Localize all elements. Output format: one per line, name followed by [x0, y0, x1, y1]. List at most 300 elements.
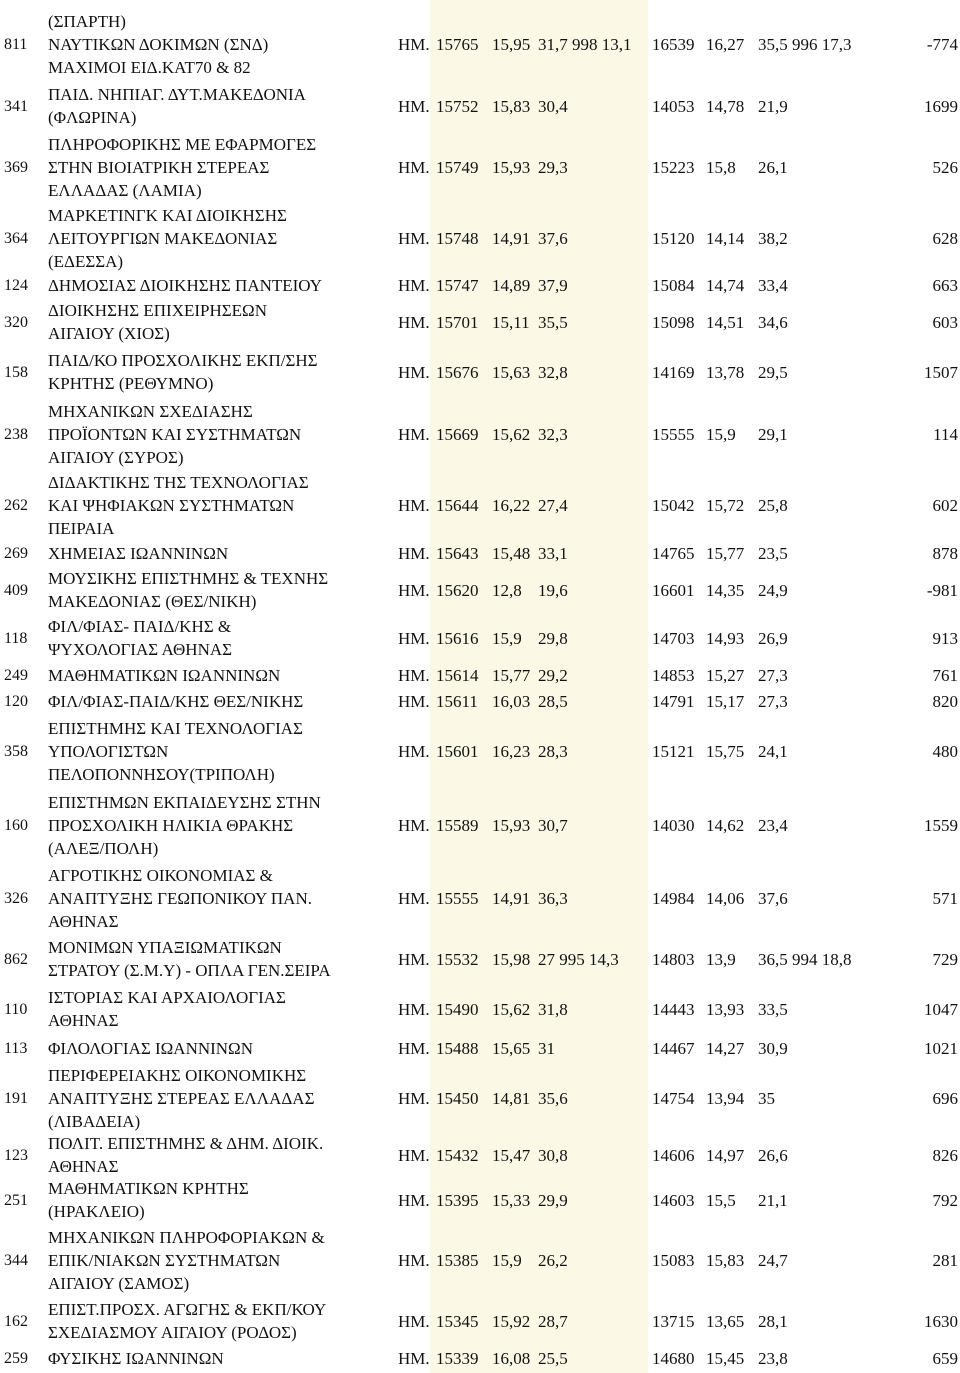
department-name-line: ΠΡΟΪΟΝΤΩΝ ΚΑΙ ΣΥΣΤΗΜΑΤΩΝ: [48, 424, 302, 444]
table-row: [0, 130, 960, 204]
t2-cell: 16,08: [492, 1348, 531, 1368]
base-score-cell: 15748: [436, 228, 479, 248]
t3-cell: 29,3: [538, 157, 568, 177]
t6-cell: 24,1: [758, 741, 788, 761]
t6-cell: 26,1: [758, 157, 788, 177]
difference-cell: 480: [932, 741, 958, 761]
t3-cell: 27,4: [538, 495, 568, 515]
base-score-cell: 15701: [436, 312, 479, 332]
t3-cell: 33,1: [538, 543, 568, 563]
t6-cell: 25,8: [758, 495, 788, 515]
t5-cell: 16,27: [706, 34, 745, 54]
department-code: 320: [4, 313, 28, 331]
difference-cell: 281: [932, 1250, 958, 1270]
t5-cell: 15,17: [706, 691, 745, 711]
prev-score-cell: 14169: [652, 362, 695, 382]
t3-cell: 29,9: [538, 1190, 568, 1210]
prev-score-cell: 14443: [652, 999, 695, 1019]
base-score-cell: 15395: [436, 1190, 479, 1210]
department-name-line: ΑΙΓΑΙΟΥ (ΧΙΟΣ): [48, 324, 170, 343]
department-name: [48, 614, 418, 662]
department-name-line: ΠΑΙΔ. ΝΗΠΙΑΓ. ΔΥΤ.ΜΑΚΕΔΟΝΙΑ: [48, 85, 306, 104]
t6-cell: 24,7: [758, 1250, 788, 1270]
department-code: 113: [4, 1039, 28, 1057]
table-row: [0, 688, 960, 714]
base-score-cell: 15644: [436, 495, 479, 515]
t5-cell: 13,93: [706, 999, 745, 1019]
prev-score-cell: 14467: [652, 1038, 695, 1058]
difference-cell: 663: [932, 275, 958, 295]
department-code: 110: [4, 1000, 28, 1018]
department-code: 259: [4, 1349, 28, 1367]
type-cell: ΗΜ.: [398, 1190, 430, 1210]
department-name: [48, 984, 418, 1034]
department-code: 262: [4, 496, 28, 514]
t5-cell: 15,83: [706, 1250, 745, 1270]
t3-cell: 35,5: [538, 312, 568, 332]
prev-score-cell: 14765: [652, 543, 695, 563]
department-name: [48, 1062, 418, 1134]
t2-cell: 14,91: [492, 228, 531, 248]
t3-cell: 30,4: [538, 96, 568, 116]
t5-cell: 14,78: [706, 96, 745, 116]
type-cell: ΗΜ.: [398, 1088, 430, 1108]
type-cell: ΗΜ.: [398, 580, 430, 600]
base-score-cell: 15601: [436, 741, 479, 761]
t3-cell: 32,3: [538, 424, 568, 444]
t3-cell: 28,3: [538, 741, 568, 761]
t6-cell: 26,9: [758, 628, 788, 648]
t5-cell: 15,75: [706, 741, 745, 761]
table-row: [0, 788, 960, 862]
difference-cell: 628: [932, 228, 958, 248]
t6-cell: 23,4: [758, 815, 788, 835]
t5-cell: 13,65: [706, 1311, 745, 1331]
department-name: [48, 82, 418, 130]
department-name-line: ΠΡΟΣΧΟΛΙΚΗ ΗΛΙΚΙΑ ΘΡΑΚΗΣ: [48, 815, 294, 835]
t3-cell: 19,6: [538, 580, 568, 600]
t5-cell: 13,9: [706, 949, 736, 969]
department-name-line: (ΗΡΑΚΛΕΙΟ): [48, 1202, 145, 1221]
type-cell: ΗΜ.: [398, 949, 430, 969]
department-name: [48, 346, 418, 398]
type-cell: ΗΜ.: [398, 543, 430, 563]
department-name-line: ΑΝΑΠΤΥΞΗΣ ΣΤΕΡΕΑΣ ΕΛΛΑΔΑΣ: [48, 1088, 315, 1108]
table-row: [0, 82, 960, 130]
department-code: 358: [4, 742, 28, 760]
base-score-cell: 15643: [436, 543, 479, 563]
difference-cell: 913: [932, 628, 958, 648]
type-cell: ΗΜ.: [398, 741, 430, 761]
t3-cell: 26,2: [538, 1250, 568, 1270]
t3-cell: 31: [538, 1038, 555, 1058]
department-name-line: (ΑΛΕΞ/ΠΟΛΗ): [48, 838, 159, 858]
prev-score-cell: 14791: [652, 691, 695, 711]
department-code: 341: [4, 97, 28, 115]
difference-cell: 1507: [924, 362, 958, 382]
t3-cell: 25,5: [538, 1348, 568, 1368]
type-cell: ΗΜ.: [398, 1348, 430, 1368]
t6-cell: 35: [758, 1088, 775, 1108]
t6-cell: 34,6: [758, 312, 788, 332]
difference-cell: 826: [932, 1145, 958, 1165]
type-cell: ΗΜ.: [398, 228, 430, 248]
t2-cell: 15,47: [492, 1145, 531, 1165]
t2-cell: 15,93: [492, 157, 531, 177]
t5-cell: 14,06: [706, 888, 745, 908]
t2-cell: 16,03: [492, 691, 531, 711]
t2-cell: 15,93: [492, 815, 531, 835]
department-code: 269: [4, 544, 28, 562]
t6-cell: 38,2: [758, 228, 788, 248]
t5-cell: 14,14: [706, 228, 745, 248]
t3-cell: 28,5: [538, 691, 568, 711]
department-code: 123: [4, 1146, 28, 1164]
t6-cell: 28,1: [758, 1311, 788, 1331]
base-score-cell: 15555: [436, 888, 479, 908]
prev-score-cell: 13715: [652, 1311, 695, 1331]
department-name-line: ΦΙΛΟΛΟΓΙΑΣ ΙΩΑΝΝΙΝΩΝ: [48, 1038, 253, 1058]
department-name-line: ΕΠΙΚ/ΝΙΑΚΩΝ ΣΥΣΤΗΜΑΤΩΝ: [48, 1250, 281, 1270]
department-code: 124: [4, 276, 28, 294]
department-name-line: ΜΗΧΑΝΙΚΩΝ ΠΛΗΡΟΦΟΡΙΑΚΩΝ &: [48, 1227, 325, 1247]
t5-cell: 14,62: [706, 815, 745, 835]
department-name-line: ΝΑΥΤΙΚΩΝ ΔΟΚΙΜΩΝ (ΣΝΔ): [48, 34, 269, 54]
base-score-cell: 15490: [436, 999, 479, 1019]
t6-cell: 24,9: [758, 580, 788, 600]
department-name-line: ΔΙΟΙΚΗΣΗΣ ΕΠΙΧΕΙΡΗΣΕΩΝ: [48, 301, 267, 320]
type-cell: ΗΜ.: [398, 96, 430, 116]
prev-score-cell: 15083: [652, 1250, 695, 1270]
table-row: [0, 1346, 960, 1370]
t2-cell: 16,23: [492, 741, 531, 761]
table-row: [0, 1224, 960, 1296]
difference-cell: 761: [932, 665, 958, 685]
t2-cell: 15,63: [492, 362, 531, 382]
department-name-line: ΜΟΝΙΜΩΝ ΥΠΑΞΙΩΜΑΤΙΚΩΝ: [48, 938, 282, 957]
department-name-line: ΚΡΗΤΗΣ (ΡΕΘΥΜΝΟ): [48, 374, 214, 393]
t5-cell: 14,51: [706, 312, 745, 332]
department-name-line: ΕΠΙΣΤΗΜΩΝ ΕΚΠΑΙΔΕΥΣΗΣ ΣΤΗΝ: [48, 792, 321, 812]
table-row: [0, 298, 960, 346]
department-code: 162: [4, 1312, 28, 1330]
t6-cell: 33,5: [758, 999, 788, 1019]
department-name: [48, 688, 418, 714]
t2-cell: 12,8: [492, 580, 522, 600]
table-row: [0, 862, 960, 934]
t6-cell: 29,5: [758, 362, 788, 382]
department-name-line: ΣΤΡΑΤΟΥ (Σ.Μ.Υ) - ΟΠΛΑ ΓΕΝ.ΣΕΙΡΑ: [48, 961, 331, 980]
prev-score-cell: 14680: [652, 1348, 695, 1368]
department-name-line: ΜΟΥΣΙΚΗΣ ΕΠΙΣΤΗΜΗΣ & ΤΕΧΝΗΣ: [48, 569, 329, 588]
department-name: [48, 1296, 418, 1346]
type-cell: ΗΜ.: [398, 815, 430, 835]
department-code: 191: [4, 1089, 28, 1107]
t2-cell: 16,22: [492, 495, 531, 515]
t5-cell: 14,35: [706, 580, 745, 600]
t3-cell: 28,7: [538, 1311, 568, 1331]
base-score-cell: 15488: [436, 1038, 479, 1058]
department-code: 160: [4, 816, 28, 834]
department-name-line: ΠΛΗΡΟΦΟΡΙΚΗΣ ΜΕ ΕΦΑΡΜΟΓΕΣ: [48, 134, 317, 154]
type-cell: ΗΜ.: [398, 628, 430, 648]
t3-cell: 27 995 14,3: [538, 949, 619, 969]
t6-cell: 29,1: [758, 424, 788, 444]
department-name: [48, 714, 418, 788]
department-name: [48, 540, 418, 566]
department-code: 251: [4, 1191, 28, 1209]
t5-cell: 13,78: [706, 362, 745, 382]
t5-cell: 15,27: [706, 665, 745, 685]
department-name-line: ΔΗΜΟΣΙΑΣ ΔΙΟΙΚΗΣΗΣ ΠΑΝΤΕΙΟΥ: [48, 275, 323, 295]
table-row: [0, 934, 960, 984]
t3-cell: 35,6: [538, 1088, 568, 1108]
department-name-line: ΔΙΔΑΚΤΙΚΗΣ ΤΗΣ ΤΕΧΝΟΛΟΓΙΑΣ: [48, 472, 309, 492]
table-row: [0, 614, 960, 662]
difference-cell: -981: [926, 580, 958, 600]
department-name-line: ΜΑΘΗΜΑΤΙΚΩΝ ΙΩΑΝΝΙΝΩΝ: [48, 665, 281, 685]
t6-cell: 21,9: [758, 96, 788, 116]
department-name-line: ΦΥΣΙΚΗΣ ΙΩΑΝΝΙΝΩΝ: [48, 1348, 224, 1368]
base-score-cell: 15611: [436, 691, 478, 711]
t2-cell: 15,62: [492, 424, 531, 444]
t2-cell: 14,91: [492, 888, 531, 908]
department-name: [48, 398, 418, 470]
t5-cell: 15,77: [706, 543, 745, 563]
department-name: [48, 1224, 418, 1296]
department-name: [48, 862, 418, 934]
prev-score-cell: 14754: [652, 1088, 695, 1108]
department-name-line: ΑΙΓΑΙΟΥ (ΣΑΜΟΣ): [48, 1273, 190, 1293]
base-score-cell: 15450: [436, 1088, 479, 1108]
prev-score-cell: 15555: [652, 424, 695, 444]
department-name-line: (ΣΠΑΡΤΗ): [48, 11, 126, 31]
t5-cell: 15,5: [706, 1190, 736, 1210]
department-name-line: ΨΥΧΟΛΟΓΙΑΣ ΑΘΗΝΑΣ: [48, 640, 233, 659]
prev-score-cell: 14053: [652, 96, 695, 116]
difference-cell: 526: [932, 157, 958, 177]
t5-cell: 14,93: [706, 628, 745, 648]
table-row: [0, 1062, 960, 1134]
difference-cell: 792: [932, 1190, 958, 1210]
prev-score-cell: 15042: [652, 495, 695, 515]
t6-cell: 26,6: [758, 1145, 788, 1165]
difference-cell: 1559: [924, 815, 958, 835]
t6-cell: 36,5 994 18,8: [758, 949, 852, 969]
difference-cell: 1699: [924, 96, 958, 116]
t5-cell: 15,8: [706, 157, 736, 177]
department-name-line: ΦΙΛ/ΦΙΑΣ- ΠΑΙΔ/ΚΗΣ &: [48, 617, 232, 636]
department-name-line: ΦΙΛ/ΦΙΑΣ-ΠΑΙΔ/ΚΗΣ ΘΕΣ/ΝΙΚΗΣ: [48, 691, 304, 711]
department-name: [48, 662, 418, 688]
department-name: [48, 470, 418, 540]
table-row: [0, 1034, 960, 1062]
t6-cell: 35,5 996 17,3: [758, 34, 852, 54]
base-score-cell: 15620: [436, 580, 479, 600]
department-name: [48, 1034, 418, 1062]
difference-cell: 878: [932, 543, 958, 563]
department-name: [48, 788, 418, 862]
department-code: 249: [4, 666, 28, 684]
department-name: [48, 6, 418, 82]
department-name-line: ΑΘΗΝΑΣ: [48, 1011, 119, 1030]
t5-cell: 14,27: [706, 1038, 745, 1058]
department-name-line: ΣΧΕΔΙΑΣΜΟΥ ΑΙΓΑΙΟΥ (ΡΟΔΟΣ): [48, 1323, 297, 1342]
department-name: [48, 566, 418, 614]
difference-cell: -774: [926, 34, 958, 54]
table-row: [0, 470, 960, 540]
prev-score-cell: 16539: [652, 34, 695, 54]
t6-cell: 33,4: [758, 275, 788, 295]
department-name-line: ΠΕΡΙΦΕΡΕΙΑΚΗΣ ΟΙΚΟΝΟΜΙΚΗΣ: [48, 1065, 307, 1085]
difference-cell: 820: [932, 691, 958, 711]
difference-cell: 571: [932, 888, 958, 908]
difference-cell: 114: [933, 424, 958, 444]
t2-cell: 14,81: [492, 1088, 531, 1108]
department-name-line: ΑΓΡΟΤΙΚΗΣ ΟΙΚΟΝΟΜΙΑΣ &: [48, 865, 273, 885]
prev-score-cell: 14853: [652, 665, 695, 685]
type-cell: ΗΜ.: [398, 275, 430, 295]
base-score-cell: 15765: [436, 34, 479, 54]
t5-cell: 15,72: [706, 495, 745, 515]
difference-cell: 1021: [924, 1038, 958, 1058]
difference-cell: 1047: [924, 999, 958, 1019]
department-name-line: ΚΑΙ ΨΗΦΙΑΚΩΝ ΣΥΣΤΗΜΑΤΩΝ: [48, 495, 295, 515]
department-code: 409: [4, 581, 28, 599]
prev-score-cell: 14030: [652, 815, 695, 835]
t3-cell: 37,9: [538, 275, 568, 295]
table-row: [0, 540, 960, 566]
base-score-cell: 15385: [436, 1250, 479, 1270]
department-name-line: ΛΕΙΤΟΥΡΓΙΩΝ ΜΑΚΕΔΟΝΙΑΣ: [48, 228, 278, 248]
base-score-cell: 15616: [436, 628, 479, 648]
t5-cell: 15,45: [706, 1348, 745, 1368]
department-code: 369: [4, 158, 28, 176]
department-name: [48, 1346, 418, 1370]
department-name-line: ΠΕΙΡΑΙΑ: [48, 518, 115, 538]
department-name-line: ΕΠΙΣΤΗΜΗΣ ΚΑΙ ΤΕΧΝΟΛΟΓΙΑΣ: [48, 718, 303, 738]
department-code: 862: [4, 950, 28, 968]
base-score-cell: 15669: [436, 424, 479, 444]
type-cell: ΗΜ.: [398, 424, 430, 444]
department-code: 158: [4, 363, 28, 381]
difference-cell: 603: [932, 312, 958, 332]
t2-cell: 14,89: [492, 275, 531, 295]
type-cell: ΗΜ.: [398, 34, 430, 54]
type-cell: ΗΜ.: [398, 1145, 430, 1165]
prev-score-cell: 16601: [652, 580, 695, 600]
table-row: [0, 398, 960, 470]
prev-score-cell: 15120: [652, 228, 695, 248]
prev-score-cell: 14803: [652, 949, 695, 969]
t6-cell: 23,8: [758, 1348, 788, 1368]
base-score-cell: 15614: [436, 665, 479, 685]
department-name: [48, 934, 418, 984]
t2-cell: 15,11: [492, 312, 530, 332]
type-cell: ΗΜ.: [398, 362, 430, 382]
department-code: 344: [4, 1251, 28, 1269]
t6-cell: 37,6: [758, 888, 788, 908]
t3-cell: 30,7: [538, 815, 568, 835]
t6-cell: 23,5: [758, 543, 788, 563]
department-name-line: ΠΕΛΟΠΟΝΝΗΣΟΥ(ΤΡΙΠΟΛΗ): [48, 764, 275, 784]
difference-cell: 1630: [924, 1311, 958, 1331]
t2-cell: 15,98: [492, 949, 531, 969]
department-name-line: ΥΠΟΛΟΓΙΣΤΩΝ: [48, 741, 169, 761]
table-row: [0, 1134, 960, 1176]
table-row: [0, 1176, 960, 1224]
type-cell: ΗΜ.: [398, 495, 430, 515]
type-cell: ΗΜ.: [398, 1038, 430, 1058]
department-name-line: ΠΟΛΙΤ. ΕΠΙΣΤΗΜΗΣ & ΔΗΜ. ΔΙΟΙΚ.: [48, 1134, 324, 1153]
prev-score-cell: 14606: [652, 1145, 695, 1165]
prev-score-cell: 14984: [652, 888, 695, 908]
t3-cell: 29,8: [538, 628, 568, 648]
department-name-line: ΑΙΓΑΙΟΥ (ΣΥΡΟΣ): [48, 447, 184, 467]
t3-cell: 30,8: [538, 1145, 568, 1165]
difference-cell: 696: [932, 1088, 958, 1108]
department-name-line: ΑΘΗΝΑΣ: [48, 911, 119, 931]
table-row: [0, 346, 960, 398]
department-code: 364: [4, 229, 28, 247]
type-cell: ΗΜ.: [398, 1311, 430, 1331]
base-score-cell: 15532: [436, 949, 479, 969]
difference-cell: 729: [932, 949, 958, 969]
t6-cell: 27,3: [758, 691, 788, 711]
prev-score-cell: 14703: [652, 628, 695, 648]
base-score-cell: 15432: [436, 1145, 479, 1165]
table-row: [0, 984, 960, 1034]
department-name-line: ΧΗΜΕΙΑΣ ΙΩΑΝΝΙΝΩΝ: [48, 543, 229, 563]
t6-cell: 27,3: [758, 665, 788, 685]
prev-score-cell: 15121: [652, 741, 695, 761]
t3-cell: 37,6: [538, 228, 568, 248]
base-score-cell: 15747: [436, 275, 479, 295]
department-name-line: ΠΑΙΔ/ΚΟ ΠΡΟΣΧΟΛΙΚΗΣ ΕΚΠ/ΣΗΣ: [48, 351, 318, 370]
table-row: [0, 1296, 960, 1346]
department-name-line: ΑΘΗΝΑΣ: [48, 1157, 119, 1176]
t3-cell: 32,8: [538, 362, 568, 382]
type-cell: ΗΜ.: [398, 1250, 430, 1270]
prev-score-cell: 15223: [652, 157, 695, 177]
department-name-line: ΣΤΗΝ ΒΙΟΙΑΤΡΙΚΗ ΣΤΕΡΕΑΣ: [48, 157, 270, 177]
department-name: [48, 1176, 418, 1224]
t3-cell: 36,3: [538, 888, 568, 908]
t5-cell: 14,74: [706, 275, 745, 295]
department-code: 120: [4, 692, 28, 710]
t3-cell: 31,8: [538, 999, 568, 1019]
department-name-line: (ΦΛΩΡΙΝΑ): [48, 108, 137, 127]
prev-score-cell: 15084: [652, 275, 695, 295]
t2-cell: 15,62: [492, 999, 531, 1019]
t5-cell: 15,9: [706, 424, 736, 444]
type-cell: ΗΜ.: [398, 691, 430, 711]
type-cell: ΗΜ.: [398, 312, 430, 332]
base-score-cell: 15589: [436, 815, 479, 835]
t5-cell: 14,97: [706, 1145, 745, 1165]
table-row: [0, 662, 960, 688]
prev-score-cell: 14603: [652, 1190, 695, 1210]
difference-cell: 659: [932, 1348, 958, 1368]
table-row: [0, 714, 960, 788]
department-name-line: (ΕΔΕΣΣΑ): [48, 251, 124, 271]
base-score-cell: 15339: [436, 1348, 479, 1368]
department-name: [48, 272, 418, 298]
base-score-cell: 15676: [436, 362, 479, 382]
t2-cell: 15,9: [492, 1250, 522, 1270]
department-name: [48, 130, 418, 204]
department-name-line: ΜΑΧΙΜΟΙ ΕΙΔ.ΚΑΤ70 & 82: [48, 57, 251, 77]
